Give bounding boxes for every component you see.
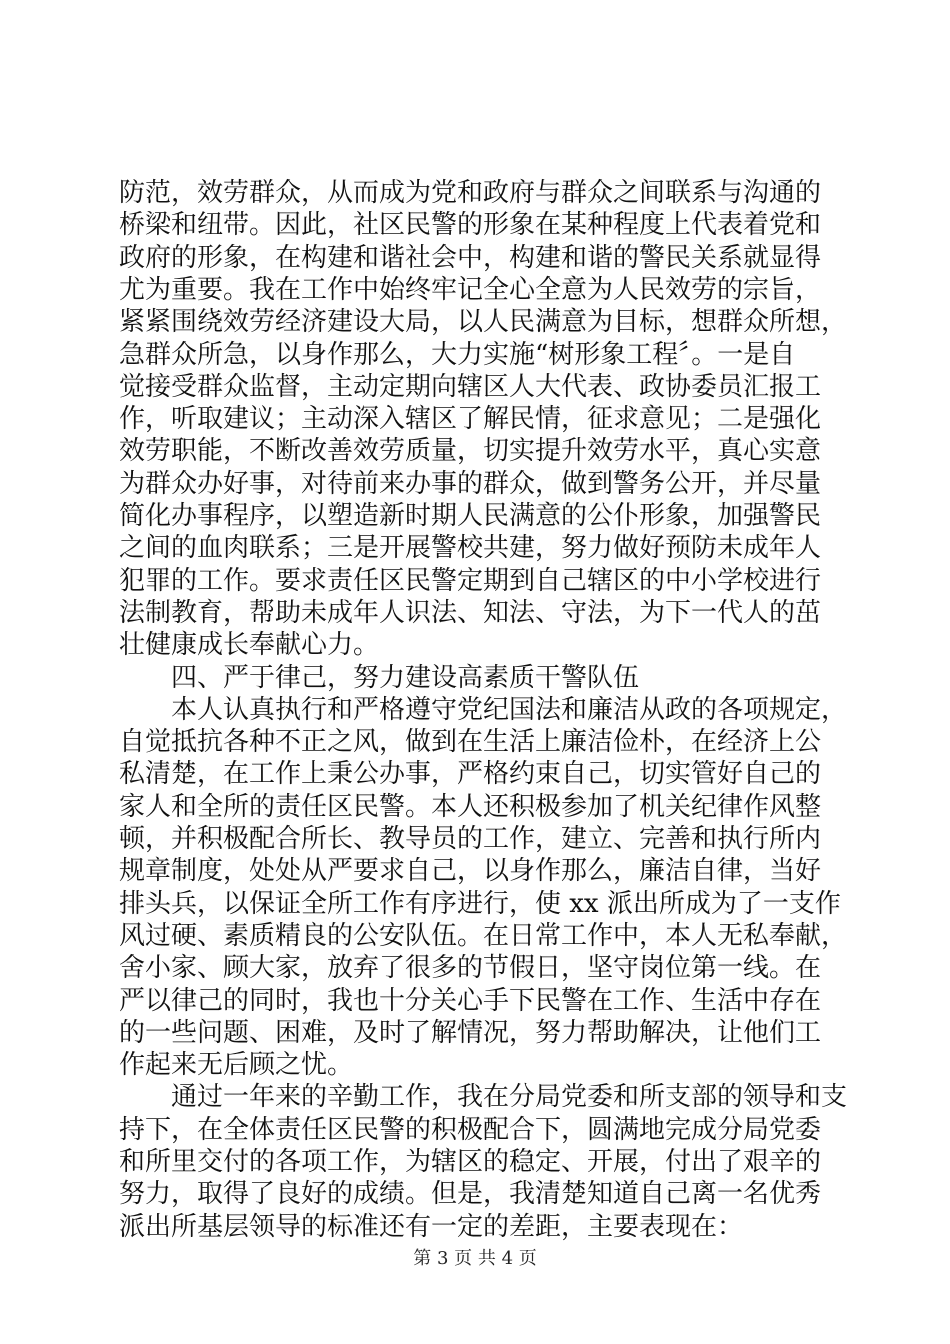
section-heading: 四、严于律己，努力建设高素质干警队伍 (119, 662, 640, 693)
text-line: 舍小家、顾大家，放弃了很多的节假日，坚守岗位第一线。在 (119, 953, 822, 984)
text-line: 犯罪的工作。要求责任区民警定期到自己辖区的中小学校进行 (119, 565, 822, 596)
text-line: 急群众所急，以身作那么，大力实施“树形象工程〞。一是自 (119, 339, 796, 370)
text-line: 派出所基层领导的标准还有一定的差距，主要表现在： (119, 1211, 744, 1242)
text-line: 风过硬、素质精良的公安队伍。在日常工作中，本人无私奉献， (119, 920, 848, 951)
text-line: 觉接受群众监督，主动定期向辖区人大代表、政协委员汇报工 (119, 371, 822, 402)
text-line: 尤为重要。我在工作中始终牢记全心全意为人民效劳的宗旨， (119, 274, 822, 305)
text-line: 之间的血肉联系；三是开展警校共建，努力做好预防未成年人 (119, 533, 822, 564)
text-line: 作起来无后顾之忧。 (119, 1050, 354, 1081)
page-number-footer: 第 3 页 共 4 页 (413, 1248, 537, 1269)
text-line: 本人认真执行和严格遵守党纪国法和廉洁从政的各项规定， (119, 694, 848, 725)
text-line: 为群众办好事，对待前来办事的群众，做到警务公开，并尽量 (119, 468, 822, 499)
text-line: 家人和全所的责任区民警。本人还积极参加了机关纪律作风整 (119, 791, 822, 822)
text-line: 作，听取建议；主动深入辖区了解民情，征求意见；二是强化 (119, 404, 822, 435)
text-line: 顿，并积极配合所长、教导员的工作，建立、完善和执行所内 (119, 824, 822, 854)
text-line: 简化办事程序，以塑造新时期人民满意的公仆形象，加强警民 (119, 501, 822, 531)
text-line: 的一些问题、困难，及时了解情况，努力帮助解决，让他们工 (119, 1017, 822, 1048)
text-line: 规章制度，处处从严要求自己，以身作那么，廉洁自律，当好 (119, 856, 822, 887)
text-line: 努力，取得了良好的成绩。但是，我清楚知道自己离一名优秀 (119, 1179, 822, 1210)
text-line: 排头兵，以保证全所工作有序进行，使 xx 派出所成为了一支作 (119, 888, 841, 919)
text-line: 防范，效劳群众，从而成为党和政府与群众之间联系与沟通的 (119, 178, 822, 208)
text-line: 自觉抵抗各种不正之风，做到在生活上廉洁俭朴，在经济上公 (119, 727, 822, 758)
text-line: 政府的形象，在构建和谐社会中，构建和谐的警民关系就显得 (119, 242, 822, 273)
text-line: 和所里交付的各项工作，为辖区的稳定、开展，付出了艰辛的 (119, 1147, 822, 1177)
text-line: 效劳职能，不断改善效劳质量，切实提升效劳水平，真心实意 (119, 436, 822, 467)
text-line: 私清楚，在工作上秉公办事，严格约束自己，切实管好自己的 (119, 759, 822, 790)
text-line: 通过一年来的辛勤工作，我在分局党委和所支部的领导和支 (119, 1082, 848, 1113)
text-line: 桥梁和纽带。因此，社区民警的形象在某种程度上代表着党和 (119, 210, 822, 241)
text-line: 严以律己的同时，我也十分关心手下民警在工作、生活中存在 (119, 985, 822, 1016)
text-line: 法制教育，帮助未成年人识法、知法、守法，为下一代人的茁 (119, 597, 822, 628)
text-line: 持下，在全体责任区民警的积极配合下，圆满地完成分局党委 (119, 1114, 822, 1145)
text-line: 紧紧围绕效劳经济建设大局，以人民满意为目标，想群众所想， (119, 307, 848, 338)
text-line: 壮健康成长奉献心力。 (119, 630, 380, 661)
